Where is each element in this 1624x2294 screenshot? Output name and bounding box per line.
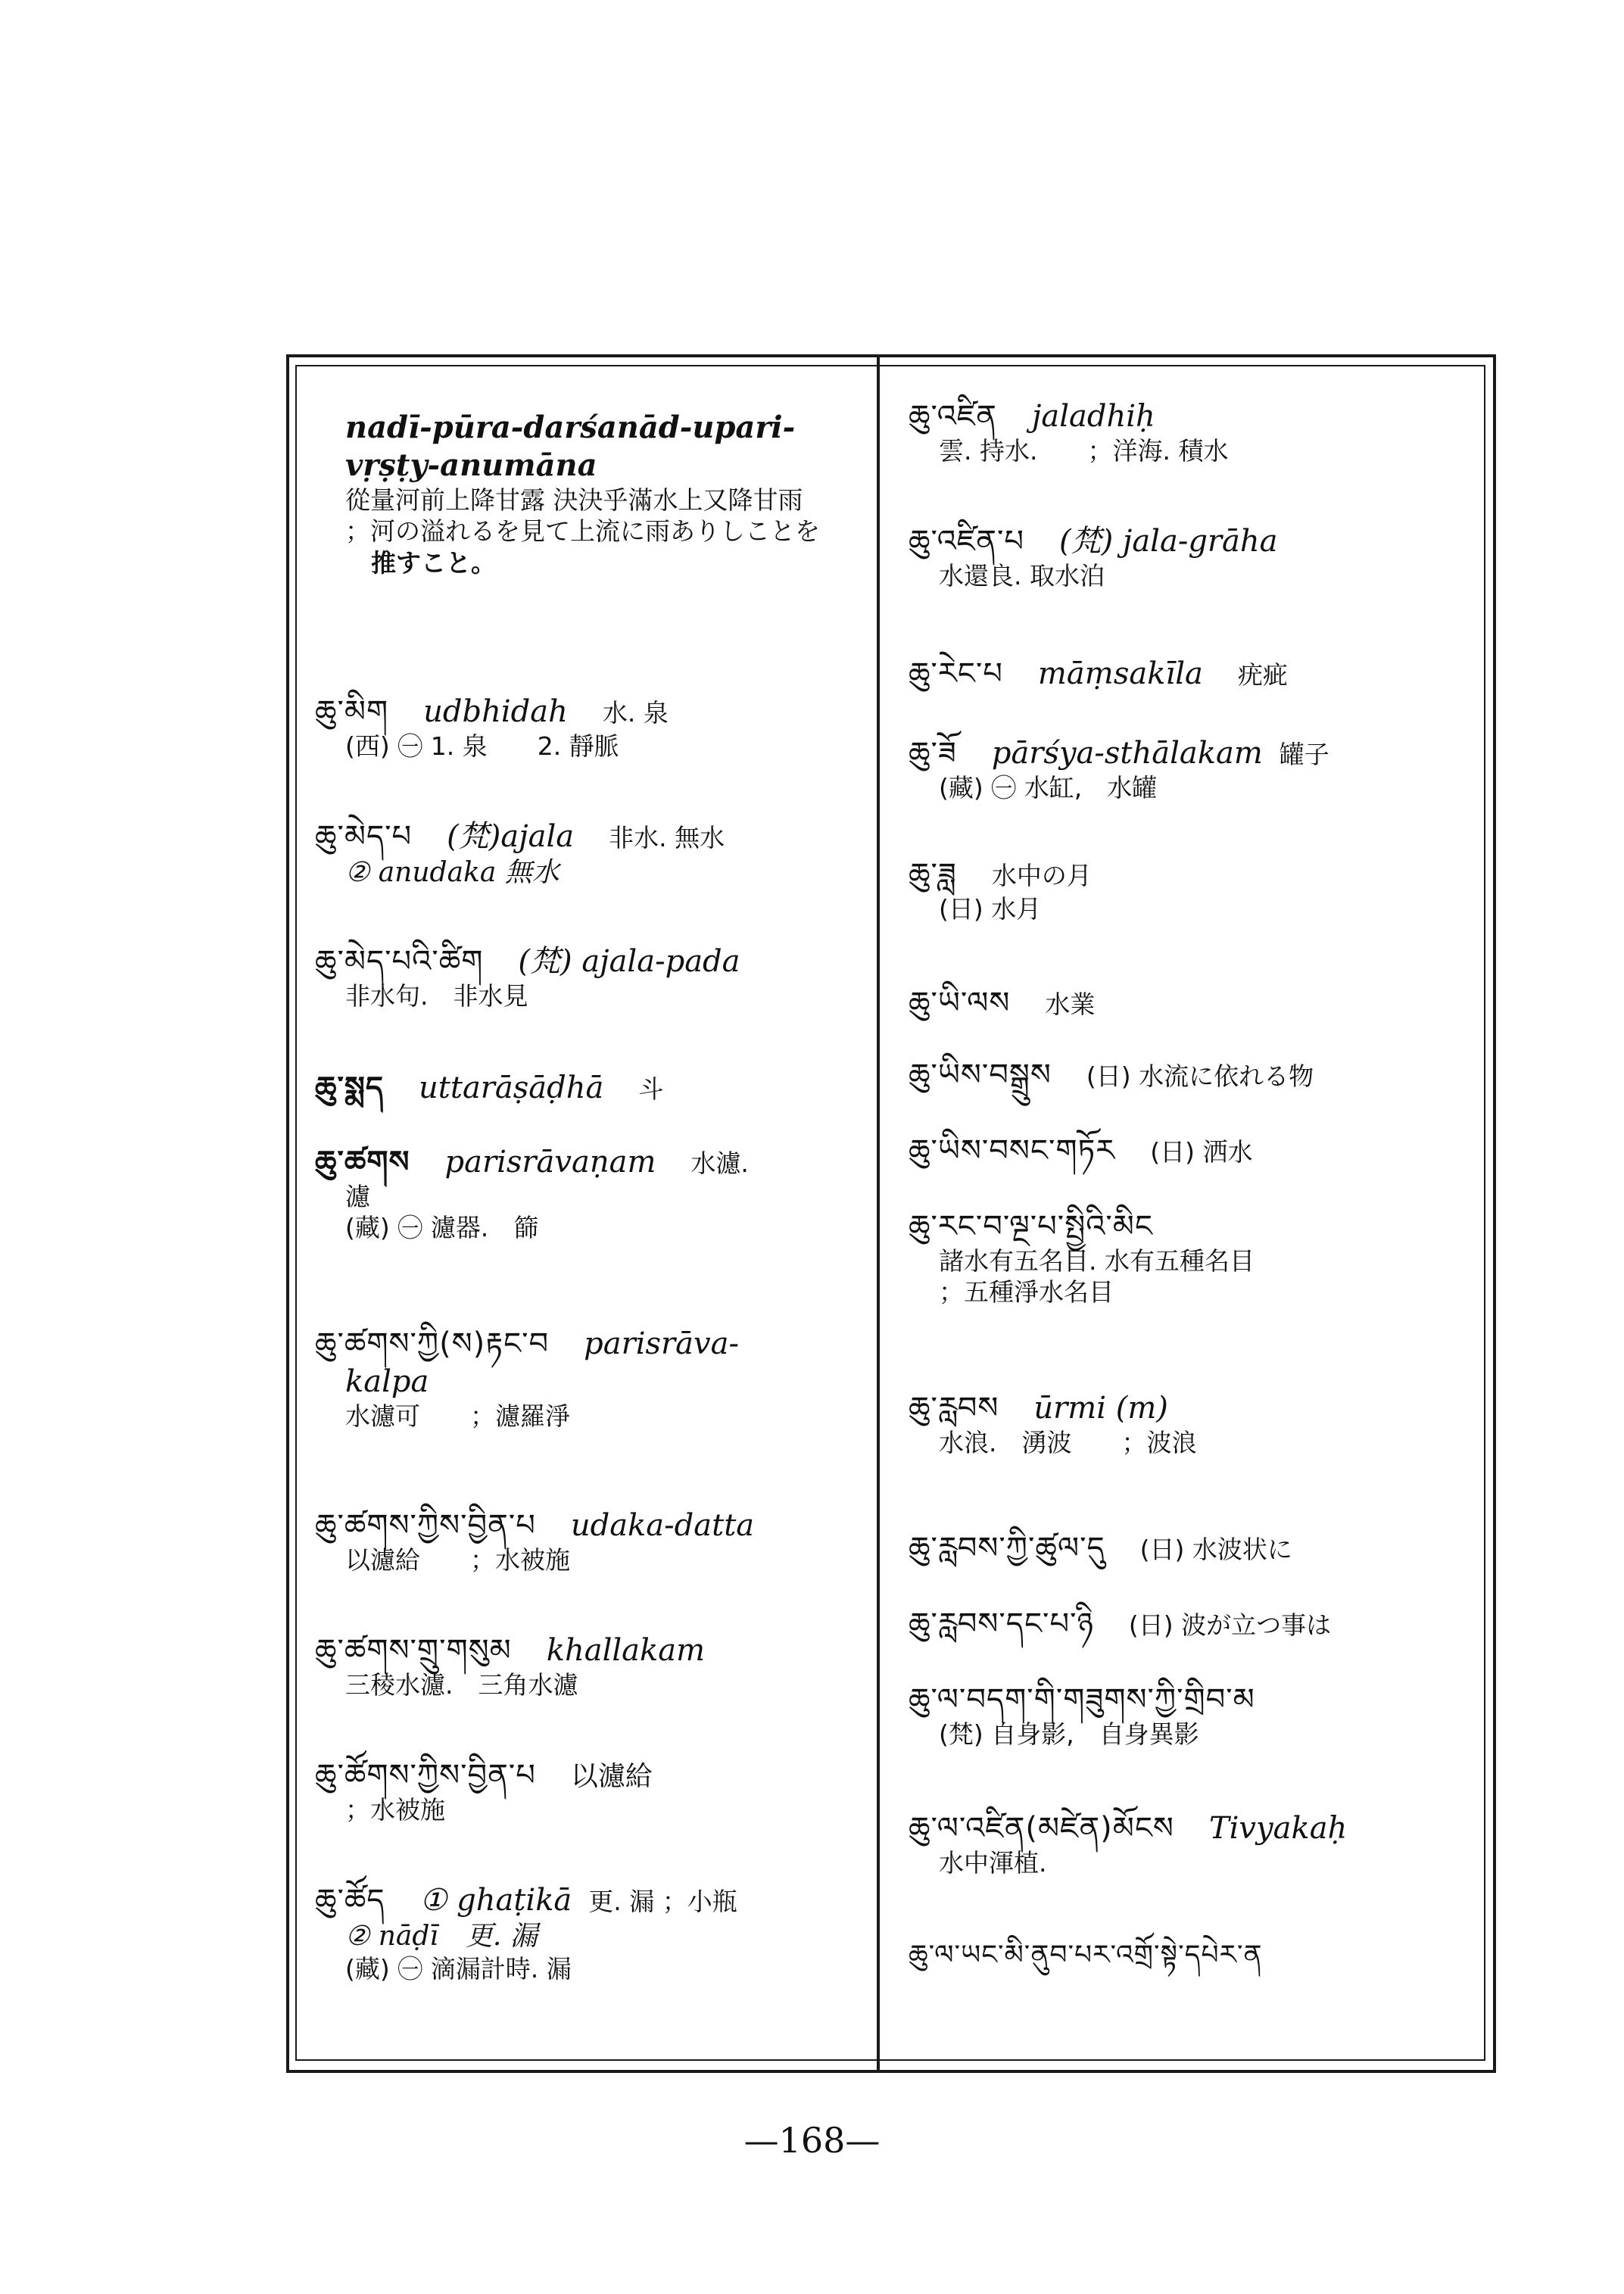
- entry-line: ；水被施: [345, 1795, 445, 1825]
- romanization: māṃsakīla: [1037, 656, 1203, 691]
- headword: ཆུ་ཡིས་བསྒྲུས: [909, 1058, 1052, 1092]
- entry-chu-yis-bsgrus: [895, 1056, 1478, 1094]
- romanization: jaladhiḥ: [1031, 399, 1155, 434]
- entry-chu-tshags-kyis-byin-pa: [301, 1507, 869, 1576]
- page-number: —168—: [743, 2120, 881, 2161]
- entry-chu-rang-ba-lnga: [895, 1208, 1478, 1308]
- headword: ཆུ་ཚགས: [315, 1145, 410, 1180]
- entry-chu-yi-las: [895, 984, 1478, 1022]
- entry-chu-dzin: [895, 397, 1478, 466]
- entry-line: 水濾可 ；濾羅淨: [345, 1401, 570, 1431]
- gloss: 水中の月: [991, 861, 1092, 890]
- gloss: 以濾給: [570, 1761, 653, 1792]
- entry-chu-la-bdag-gi-gzugs: [895, 1681, 1478, 1750]
- entry-line: 諸水有五名目. 水有五種名目: [939, 1246, 1255, 1276]
- entry-line: kalpa: [345, 1364, 429, 1399]
- gloss: (日) 水波状に: [1139, 1535, 1292, 1564]
- entry-line: ；五種淨水名目: [939, 1277, 1114, 1308]
- column-divider: [877, 356, 880, 2071]
- romanization: khallakam: [546, 1633, 706, 1668]
- gloss: 水濾.: [690, 1149, 749, 1178]
- gloss: 水業: [1045, 990, 1096, 1019]
- entry-line: (藏) ㊀ 水缸, 水罐: [939, 773, 1158, 803]
- romanization: udaka-datta: [570, 1508, 755, 1543]
- headword: ཆུ་ཚོགས་ཀྱིས་བྱིན་པ: [315, 1758, 536, 1793]
- headword: ཆུ་འཛིན་པ: [909, 524, 1024, 559]
- headword: ཆུ་མེད་པ: [315, 819, 413, 854]
- headword: ཆུ་ཡིས་བསང་གཏོར: [909, 1133, 1116, 1168]
- entry-line: (梵) 自身影, 自身異影: [939, 1719, 1199, 1749]
- entry-line: ② anudaka 無水: [345, 857, 560, 888]
- headword: ཆུ་རླབས: [909, 1391, 999, 1426]
- entry-line: 水還良. 取水泊: [939, 561, 1105, 591]
- entry-line: (日) 水月: [939, 894, 1042, 924]
- headword: ཆུ་ལ་ཡང་མི་ནུབ་པར་འགྲོ་སྟེ་དཔེར་ན: [909, 1940, 1263, 1971]
- gloss: 罐子: [1279, 740, 1329, 769]
- entry-line: (藏) ㊀ 濾器. 篩: [345, 1213, 539, 1243]
- entry-line: 水浪. 湧波 ；波浪: [939, 1428, 1197, 1457]
- entry-chu-tshags-gru-gsum: [301, 1632, 869, 1700]
- entry-line: ；河の溢れるを見て上流に雨ありしことを: [345, 516, 820, 547]
- headword: ཆུ་ལ་བདག་གི་གཟུགས་ཀྱི་གྲིབ་མ: [909, 1682, 1255, 1717]
- entry-chu-rlabs-dang-pa: [895, 1605, 1478, 1643]
- headword: ཆུ་ལ་འཛིན(མཛེན)མོངས: [909, 1811, 1174, 1846]
- entry-chu-rlabs-kyi-tshul: [895, 1529, 1478, 1567]
- headword: ཆུ་རླབས་ཀྱི་ཚུལ་དུ: [909, 1531, 1105, 1566]
- entry-chu-smad: [301, 1069, 869, 1107]
- headword: ཆུ་ཚགས་གྲུ་གསུམ: [315, 1633, 512, 1668]
- gloss: 水. 泉: [602, 698, 669, 728]
- romanization: (梵) ajala-pada: [518, 944, 740, 979]
- entry-chu-reng-pa: [895, 655, 1478, 693]
- headword: ཆུ་མིག: [315, 694, 389, 729]
- entry-line: 非水句. 非水見: [345, 981, 528, 1011]
- headword: ཆུ་ཚགས་ཀྱིས་བྱིན་པ: [315, 1508, 536, 1543]
- gloss: 非水. 無水: [609, 823, 725, 852]
- romanization: uttarāṣāḍhā: [419, 1071, 604, 1105]
- headword: ཆུ་ཟླ: [909, 857, 957, 892]
- headword: ཆུ་ཚགས་ཀྱི(ས)རྟང་བ: [315, 1326, 550, 1361]
- headword: ཆུ་རང་བ་ལྔ་པ་སྤྱིའི་མིང: [909, 1209, 1153, 1244]
- romanization: parisrāva-: [584, 1326, 739, 1361]
- headword: ཆུ་ཚོད: [315, 1883, 385, 1918]
- romanization: (梵) jala-grāha: [1059, 524, 1278, 559]
- gloss: 斗: [638, 1074, 664, 1104]
- romanization: pārśya-sthālakam: [991, 736, 1263, 771]
- entry-chu-tshags: [301, 1143, 869, 1244]
- entry-chu-med-pa: [301, 818, 869, 890]
- romanization: ① ghaṭikā: [419, 1883, 572, 1918]
- romanization: (梵)ajala: [447, 819, 575, 854]
- romanization: udbhidah: [423, 694, 568, 729]
- entry-chu-rlabs: [895, 1389, 1478, 1458]
- gloss: (日) 水流に依れる物: [1086, 1061, 1314, 1091]
- entry-chu-med-pai-tshig: [301, 943, 869, 1011]
- entry-line: 推すこと。: [371, 547, 496, 578]
- entry-chu-zo: [895, 734, 1478, 803]
- gloss: 疣疵: [1237, 660, 1288, 690]
- headword: ཆུ་འཛིན: [909, 399, 997, 434]
- romanization: Tivyakaḥ: [1208, 1811, 1348, 1846]
- entry-chu-tshogs-kyis-byin-pa: [301, 1756, 869, 1825]
- entry-line: ② nāḍī 更. 漏: [345, 1921, 538, 1952]
- headword: ཆུ་ཡི་ལས: [909, 986, 1011, 1021]
- romanization: ūrmi (m): [1033, 1391, 1168, 1426]
- entry-chu-la-dzin-mongs: [895, 1809, 1478, 1878]
- entry-line: nadī-pūra-darśanād-upari-: [345, 410, 796, 445]
- headword: ཆུ་མེད་པའི་ཚིག: [315, 944, 484, 979]
- entry-line: (藏) ㊀ 滴漏計時. 漏: [345, 1954, 572, 1984]
- entry-line: 三稜水濾. 三角水濾: [345, 1670, 578, 1700]
- entry-line: 濾: [345, 1182, 370, 1211]
- headword: ཆུ་རེང་པ: [909, 656, 1003, 691]
- entry-chu-yis-bsang-gtor: [895, 1132, 1478, 1170]
- entry-chu-dzin-pa: [895, 522, 1478, 591]
- entry-line: 雲. 持水. ；洋海. 積水: [939, 436, 1229, 466]
- entry-line: 從量河前上降甘露 決決乎滿水上又降甘雨: [345, 485, 803, 515]
- headword: ཆུ་རླབས་དང་པ་ཉི: [909, 1607, 1094, 1641]
- entry-chu-zla: [895, 856, 1478, 924]
- entry-nadi-pura: [301, 409, 869, 578]
- entry-chu-la-yang-mi-nub: [895, 1938, 1478, 1972]
- headword: ཆུ་སྨད: [315, 1071, 385, 1105]
- entry-chu-tshod: [301, 1881, 869, 1984]
- entry-line: vṛṣṭy-anumāna: [345, 447, 597, 483]
- romanization: parisrāvaṇam: [444, 1145, 656, 1180]
- entry-chu-mig: [301, 693, 869, 762]
- gloss: (日) 洒水: [1150, 1137, 1253, 1167]
- entry-line: 水中渾植.: [939, 1848, 1047, 1878]
- entry-line: 以濾給 ；水被施: [345, 1545, 570, 1575]
- entry-chu-tshags-kyi-rtang-ba: [301, 1325, 869, 1432]
- gloss: 更. 漏 ；小瓶: [588, 1887, 737, 1916]
- headword: ཆུ་ཟོ: [909, 736, 957, 771]
- entry-line: (西) ㊀ 1. 泉 2. 靜脈: [345, 731, 619, 761]
- gloss: (日) 波が立つ事は: [1128, 1610, 1332, 1640]
